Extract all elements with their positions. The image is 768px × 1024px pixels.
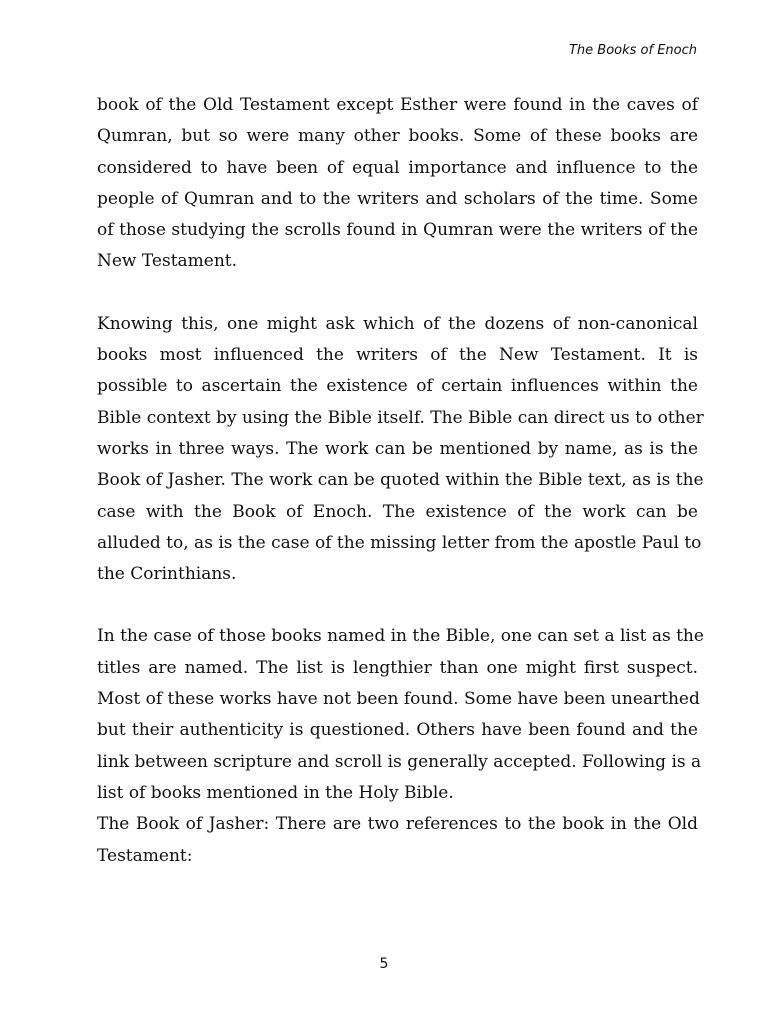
paragraph-line: Bible context by using the Bible itself. The Bible can direct us to other [97, 407, 704, 428]
paragraph-line: The Book of Jasher: There are two references to the book in the Old [97, 814, 698, 835]
paragraph-book-of-jasher [97, 809, 698, 872]
paragraph-line: Book of Jasher. The work can be quoted within the Bible text, as is the [97, 470, 704, 491]
paragraph-non-canonical-influence [97, 309, 704, 591]
paragraph-line: Qumran, but so were many other books. Some of these books are [97, 126, 698, 147]
paragraph-line: considered to have been of equal importance and influence to the [97, 157, 698, 178]
paragraph-line: works in three ways. The work can be mentioned by name, as is the [97, 438, 698, 459]
paragraph-line: alluded to, as is the case of the missing letter from the apostle Paul to [97, 532, 702, 553]
paragraph-line: Most of these works have not been found. Some have been unearthed [97, 689, 700, 710]
paragraph-line: the Corinthians. [97, 564, 237, 585]
paragraph-line: Knowing this, one might ask which of the dozens of non-canonical [97, 313, 698, 334]
paragraph-line: possible to ascertain the existence of certain influences within the [97, 376, 698, 397]
paragraph-books-named-in-bible [97, 621, 704, 809]
paragraph-line: of those studying the scrolls found in Qumran were the writers of the [97, 220, 698, 241]
paragraph-line: titles are named. The list is lengthier than one might first suspect. [97, 657, 698, 678]
paragraph-line: In the case of those books named in the Bible, one can set a list as the [97, 626, 704, 647]
paragraph-line: New Testament. [97, 251, 238, 272]
running-header-title: The Books of Enoch [568, 43, 697, 58]
paragraph-line: people of Qumran and to the writers and scholars of the time. Some [97, 188, 698, 209]
page-body [97, 90, 704, 872]
paragraph-line: but their authenticity is questioned. Others have been found and the [97, 720, 698, 741]
page-number: 5 [379, 956, 389, 972]
paragraph-line: book of the Old Testament except Esther were found in the caves of [97, 95, 698, 115]
paragraph-line: link between scripture and scroll is generally accepted. Following is a [97, 751, 702, 772]
paragraph-line: Testament: [97, 845, 193, 866]
paragraph-line: case with the Book of Enoch. The existence of the work can be [97, 501, 698, 522]
paragraph-qumran-books [97, 90, 698, 278]
paragraph-line: books most influenced the writers of the New Testament. It is [97, 345, 698, 366]
paragraph-line: list of books mentioned in the Holy Bible. [97, 782, 454, 803]
